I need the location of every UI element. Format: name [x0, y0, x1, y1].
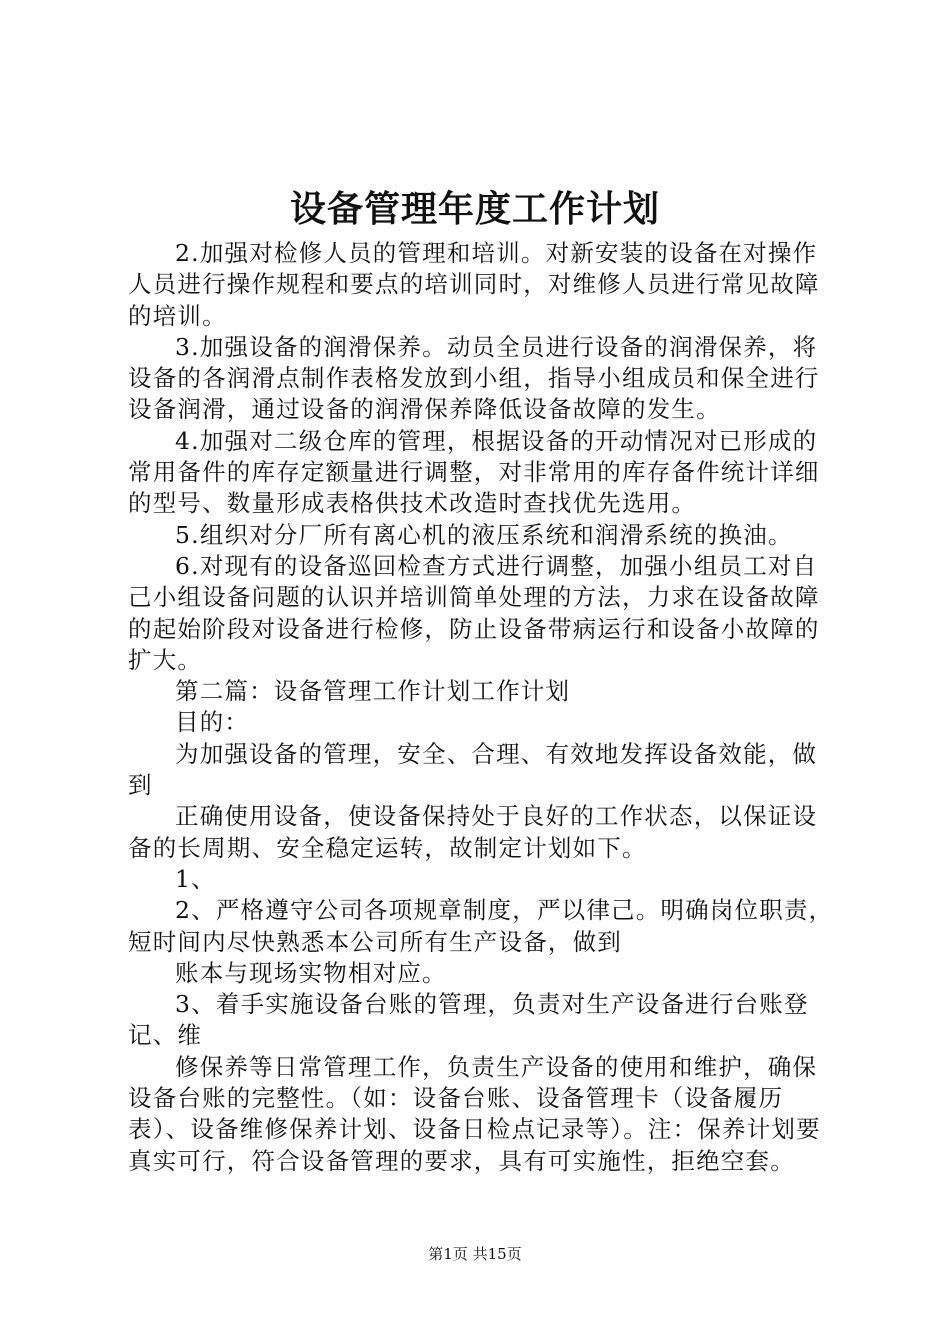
- list-item-3: 3、着手实施设备台账的管理，负责对生产设备进行台账登记、维: [128, 990, 809, 1050]
- paragraph-item-4: 4.加强对二级仓库的管理，根据设备的开动情况对已形成的常用备件的库存定额量进行调整，对非常用的库存备件统计详细的型号、数量形成表格供技术改造时查找优先选用。: [128, 426, 820, 518]
- document-body: [128, 238, 840, 1177]
- list-item-3-continuation: 修保养等日常管理工作，负责生产设备的使用和维护，确保设备台账的完整性。（如：设备台账、设备管理卡（设备履历表）、设备维修保养计划、设备日检点记录等）。注：保养计划要真实可行，符合设备管理的要求，具有可实施性，拒绝空套。: [128, 1052, 821, 1175]
- purpose-paragraph: 为加强设备的管理，安全、合理、有效地发挥设备效能，做到: [128, 739, 818, 800]
- page-footer: 第1页 共15页: [428, 1245, 522, 1263]
- section-heading: 第二篇：设备管理工作计划工作计划: [175, 677, 571, 706]
- paragraph-item-2: 2.加强对检修人员的管理和培训。对新安装的设备在对操作人员进行操作规程和要点的培训同时，对维修人员进行常见故障的培训。: [128, 239, 820, 330]
- list-item-1: 1、: [175, 864, 216, 893]
- paragraph-item-3: 3.加强设备的润滑保养。动员全员进行设备的润滑保养，将设备的各润滑点制作表格发放到小组，指导小组成员和保全进行设备润滑，通过设备的润滑保养降低设备故障的发生。: [128, 332, 820, 424]
- paragraph-item-5: 5.组织对分厂所有离心机的液压系统和润滑系统的换油。: [175, 520, 793, 549]
- purpose-continuation: 正确使用设备，使设备保持处于良好的工作状态，以保证设备的长周期、安全稳定运转，故制定计划如下。: [128, 802, 818, 862]
- document-title: 设备管理年度工作计划: [289, 188, 660, 230]
- purpose-label: 目的：: [175, 708, 250, 737]
- list-item-2: 2、严格遵守公司各项规章制度，严以律己。明确岗位职责，短时间内尽快熟悉本公司所有生产设备，做到: [128, 896, 834, 956]
- list-item-2-continuation: 账本与现场实物相对应。: [175, 958, 447, 987]
- paragraph-item-6: 6.对现有的设备巡回检查方式进行调整，加强小组员工对自己小组设备问题的认识并培训简单处理的方法，力求在设备故障的起始阶段对设备进行检修，防止设备带病运行和设备小故障的扩大。: [128, 551, 820, 674]
